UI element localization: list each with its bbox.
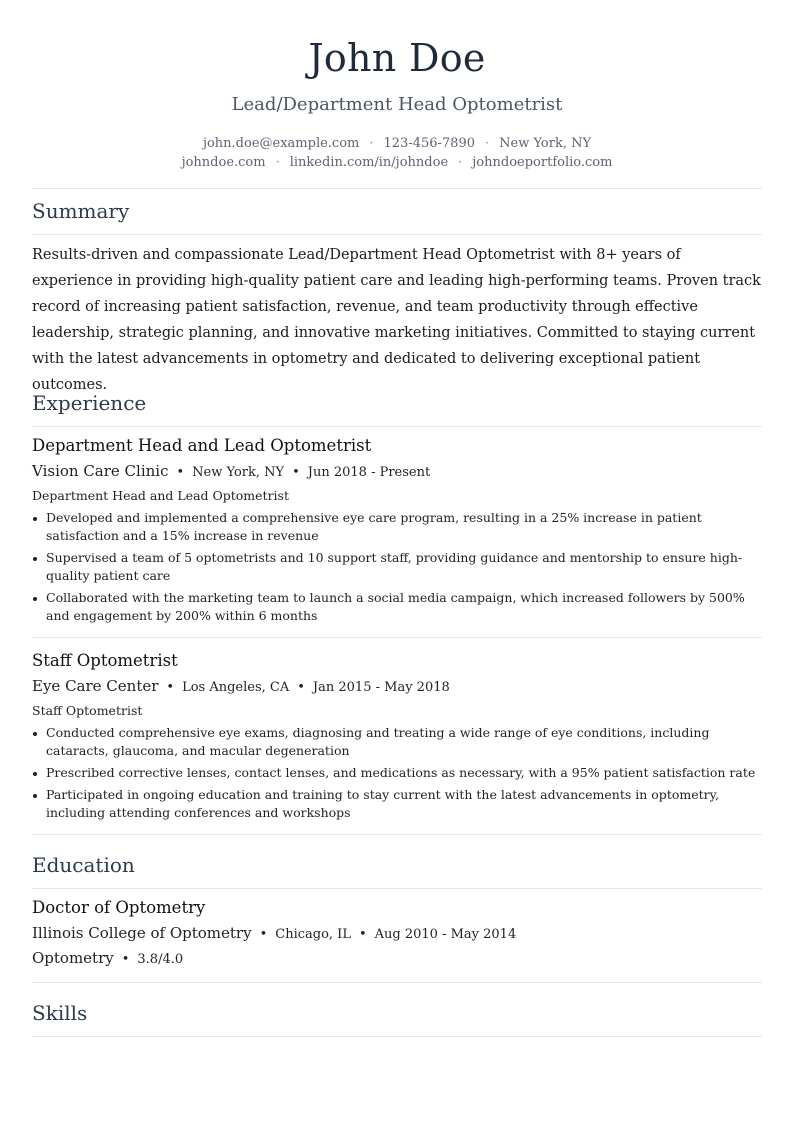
separator: ·: [275, 155, 280, 170]
school-name: Illinois College of Optometry: [32, 924, 252, 942]
summary-text: Results-driven and compassionate Lead/Department Head Optometrist with 8+ years of experience in providing high-quality patient care and leading high-performing teams. Proven track record of increasing patient satisfaction, revenue, and team productivity through effective leadership, strategic planning, and innovative marketing initiatives. Committed to staying current with the latest advancements in optometry and dedicated to delivering exceptional patient outcomes.: [32, 247, 761, 393]
list-item: Conducted comprehensive eye exams, diagnosing and treating a wide range of eye conditions, including cataracts, glaucoma, and macular degeneration: [32, 724, 762, 760]
separator: ·: [458, 155, 463, 170]
job-title: Department Head and Lead Optometrist: [32, 436, 372, 455]
divider: [32, 888, 762, 889]
gpa-value: 3.8/4.0: [137, 952, 184, 967]
summary-heading: Summary: [32, 199, 130, 223]
divider: [32, 234, 762, 235]
job-location: New York, NY: [192, 465, 285, 480]
divider: [32, 834, 762, 835]
skills-heading: Skills: [32, 1001, 88, 1025]
list-item: Collaborated with the marketing team to launch a social media campaign, which increased followers by 500% and engagement by 200% within 6 months: [32, 589, 762, 625]
divider: [32, 1036, 762, 1037]
email-link[interactable]: john.doe@example.com: [202, 136, 360, 151]
company-name: Vision Care Clinic: [32, 462, 169, 480]
company-name: Eye Care Center: [32, 677, 159, 695]
job-bullets: [32, 509, 762, 629]
website-link[interactable]: johndoe.com: [181, 155, 266, 170]
job-subtitle: Department Head and Lead Optometrist: [32, 488, 289, 503]
job-subtitle: Staff Optometrist: [32, 703, 143, 718]
job-title: Staff Optometrist: [32, 651, 178, 670]
field-of-study: Optometry: [32, 949, 114, 967]
education-field-meta: Optometry • 3.8/4.0: [32, 949, 184, 967]
list-item: Supervised a team of 5 optometrists and 10 support staff, providing guidance and mentorship to ensure high-quality patient care: [32, 549, 762, 585]
job-dates: Jan 2015 - May 2018: [312, 680, 450, 695]
divider: [32, 426, 762, 427]
education-dates: Aug 2010 - May 2014: [374, 927, 517, 942]
separator: ·: [369, 136, 374, 151]
candidate-role: Lead/Department Head Optometrist: [231, 94, 563, 115]
school-location: Chicago, IL: [275, 927, 351, 942]
job-meta: Eye Care Center • Los Angeles, CA • Jan 2015 - May 2018: [32, 677, 450, 695]
divider: [32, 188, 762, 189]
phone-text: 123-456-7890: [383, 136, 475, 151]
education-meta: Illinois College of Optometry • Chicago, IL • Aug 2010 - May 2014: [32, 924, 517, 942]
job-dates: Jun 2018 - Present: [307, 465, 431, 480]
list-item: Developed and implemented a comprehensive eye care program, resulting in a 25% increase in patient satisfaction and a 15% increase in revenue: [32, 509, 762, 545]
job-meta: Vision Care Clinic • New York, NY • Jun 2018 - Present: [32, 462, 431, 480]
separator: ·: [485, 136, 490, 151]
linkedin-link[interactable]: linkedin.com/in/johndoe: [289, 155, 449, 170]
job-bullets: [32, 724, 762, 826]
experience-heading: Experience: [32, 391, 147, 415]
candidate-name: John Doe: [308, 36, 486, 80]
portfolio-link[interactable]: johndoeportfolio.com: [472, 155, 613, 170]
divider: [32, 982, 762, 983]
contact-line-1: [0, 134, 794, 153]
divider: [32, 637, 762, 638]
list-item: Prescribed corrective lenses, contact lenses, and medications as necessary, with a 95% patient satisfaction rate: [32, 764, 762, 782]
contact-line-2: [0, 153, 794, 172]
education-heading: Education: [32, 853, 135, 877]
degree-title: Doctor of Optometry: [32, 898, 206, 917]
job-location: Los Angeles, CA: [182, 680, 290, 695]
location-text: New York, NY: [499, 136, 592, 151]
list-item: Participated in ongoing education and training to stay current with the latest advancements in optometry, including attending conferences and workshops: [32, 786, 762, 822]
